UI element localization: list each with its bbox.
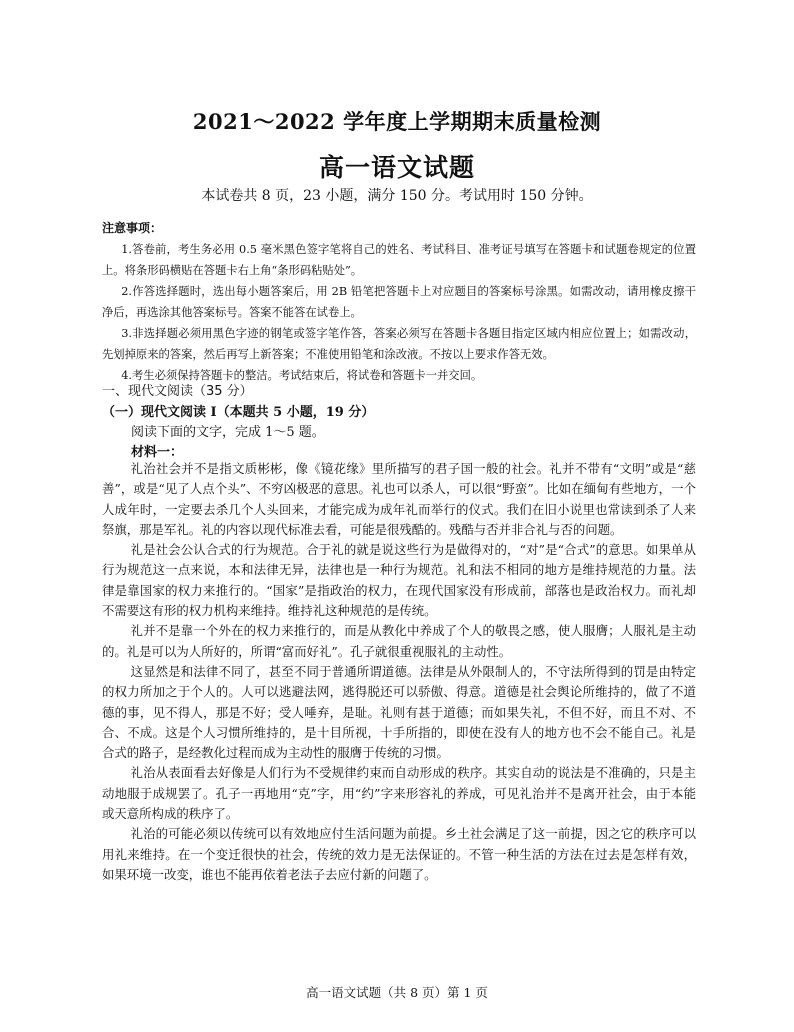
passage-paragraph: 礼并不是靠一个外在的权力来推行的，而是从教化中养成了个人的敬畏之感，使人服膺；人服礼是主动的。礼是可以为人所好的，所谓“富而好礼”。孔子就很重视服礼的主动性。 bbox=[102, 623, 696, 659]
passage-paragraph: 礼治社会并不是指文质彬彬，像《镜花缘》里所描写的君子国一般的社会。礼并不带有“文明”或是“慈善”，或是“见了人点个头”、不穷凶极恶的意思。礼也可以杀人，可以很“野蛮”。比如在缅甸有些地方，一个人成年时，一定要去杀几个人头回来，才能完成为成年礼而举行的仪式。我们在旧小说里也常读到杀了人来祭旗，那是军礼。礼的内容以现代标准去看，可能是很残酷的。残酷与否并非合礼与否的问题。 bbox=[102, 461, 696, 537]
sub-section-title: （一）现代文阅读 I（本题共 5 小题，19 分） bbox=[102, 405, 375, 420]
reading-instruction: 阅读下面的文字，完成 1～5 题。 bbox=[131, 425, 325, 440]
notice-item: 1.答卷前，考生务必用 0.5 毫米黑色签字笔将自己的姓名、考试科目、准考证号填写在答题卡和试题卷规定的位置上。将条形码横贴在答题卡右上角“条形码粘贴处”。 bbox=[102, 243, 696, 277]
passage-paragraph: 礼治从表面看去好像是人们行为不受规律约束而自动形成的秩序。其实自动的说法是不准确的，只是主动地服于成规罢了。孔子一再地用“克”字，用“约”字来形容礼的养成，可见礼治并不是离开社会，由于本能或天意所构成的秩序了。 bbox=[102, 765, 696, 822]
notice-item: 4.考生必须保持答题卡的整洁。考试结束后，将试卷和答题卡一并交回。 bbox=[121, 369, 483, 382]
page-footer: 高一语文试题（共 8 页）第 1 页 bbox=[306, 985, 488, 1000]
passage-paragraph: 礼治的可能必须以传统可以有效地应付生活问题为前提。乡土社会满足了这一前提，因之它的秩序可以用礼来维持。在一个变迁很快的社会，传统的效力是无法保证的。不管一种生活的方法在过去是怎样有效，如果环境一改变，谁也不能再依着老法子去应付新的问题了。 bbox=[102, 826, 696, 882]
notice-section bbox=[102, 218, 696, 386]
passage-paragraph: 这显然是和法律不同了，甚至不同于普通所谓道德。法律是从外限制人的，不守法所得到的罚是由特定的权力所加之于个人的。人可以逃避法网，逃得脱还可以骄傲、得意。道德是社会舆论所维持的，做了不道德的事，见不得人，那是不好；受人唾弃，是耻。礼则有甚于道德；而如果失礼，不但不好，而且不对、不合、不成。这是个人习惯所维持的，是十目所视，十手所指的，即使在没有人的地方也不会不能自己。礼是合式的路子，是经教化过程而成为主动性的服膺于传统的习惯。 bbox=[102, 663, 696, 761]
notice-heading: 注意事项： bbox=[102, 221, 163, 235]
notice-item: 3.非选择题必须用黑色字迹的钢笔或签字笔作答，答案必须写在答题卡各题目指定区域内相应位置上；如需改动，先划掉原来的答案，然后再写上新答案；不准使用铅笔和涂改液。不按以上要求作答无效。 bbox=[102, 327, 696, 361]
exam-info: 本试卷共 8 页，23 小题，满分 150 分。考试用时 150 分钟。 bbox=[201, 188, 593, 204]
subject-title: 高一语文试题 bbox=[318, 153, 475, 182]
exam-title: 2021～2022 学年度上学期期末质量检测 bbox=[192, 109, 602, 134]
material-label: 材料一： bbox=[131, 445, 184, 460]
passage-paragraph: 礼是社会公认合式的行为规范。合于礼的就是说这些行为是做得对的，“对”是“合式”的意思。如果单从行为规范这一点来说，本和法律无异，法律也是一种行为规范。礼和法不相同的地方是维持规范的力量。法律是靠国家的权力来推行的。“国家”是指政治的权力，在现代国家没有形成前，部落也是政治权力。而礼却不需要这有形的权力机构来维持。维持礼这种规范的是传统。 bbox=[102, 542, 696, 619]
part-title: 一、现代文阅读（35 分） bbox=[102, 384, 253, 399]
reading-passage bbox=[102, 459, 696, 885]
notice-item: 2.作答选择题时，选出每小题答案后，用 2B 铅笔把答题卡上对应题目的答案标号涂黑。如需改动，请用橡皮擦干净后，再选涂其他答案标号。答案不能答在试卷上。 bbox=[102, 285, 696, 319]
